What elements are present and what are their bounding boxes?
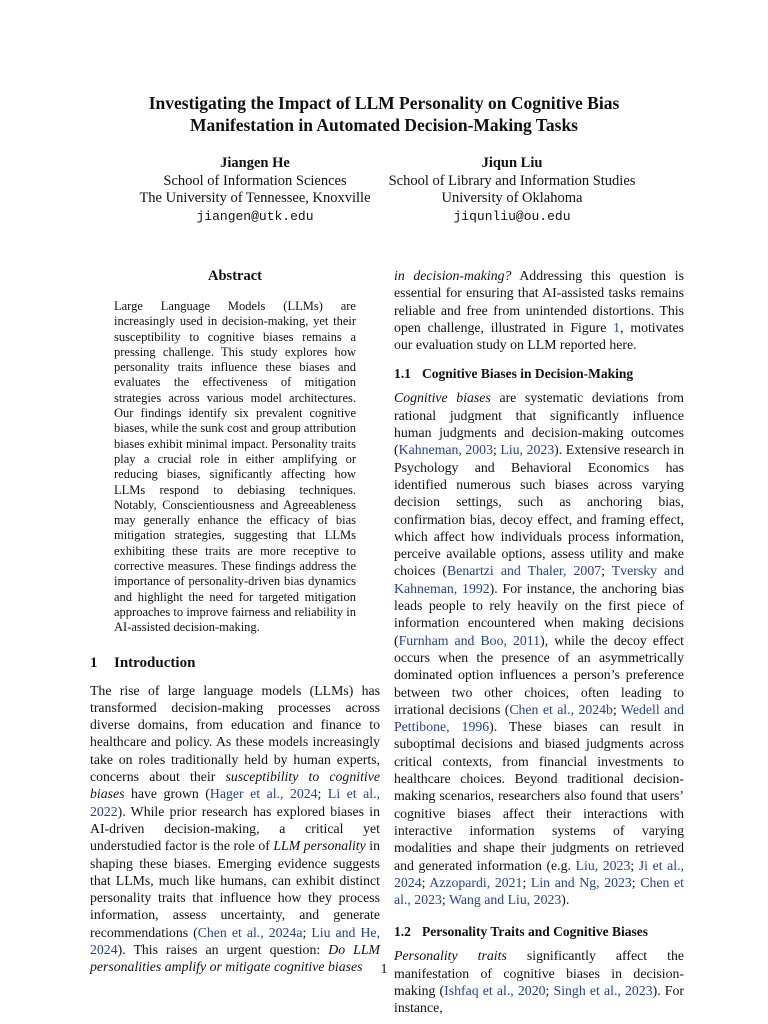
- text-run: ). For instance, the anchoring bias leads people to rely heavily on the first piece of information encountered when making decisions (: [394, 580, 684, 648]
- author-name: Jiqun Liu: [481, 155, 543, 171]
- author-email[interactable]: jiqunliu@ou.edu: [453, 208, 571, 224]
- section-1-1-paragraph: [394, 389, 684, 908]
- subsection-heading-1-1: [394, 365, 684, 382]
- text-run: ;: [522, 874, 531, 890]
- author-univ: University of Oklahoma: [441, 190, 583, 206]
- author-dept: School of Library and Information Studies: [388, 172, 636, 189]
- text-run: , motivates our evaluation study on LLM reported here.: [394, 319, 684, 353]
- citation-link[interactable]: Chen et al., 2024a: [197, 924, 303, 940]
- text-run: significantly affect the manifestation of cognitive biases in decision-making (: [394, 948, 684, 998]
- citation-link[interactable]: Chen et al., 2023: [394, 874, 684, 908]
- text-run: ). Extensive research in Psychology and Behavioral Economics has identified numerous such biases across varying decision settings, such as anchoring bias, confirmation bias, decoy effect, and framing effect, which affect how individuals process information, perceive available options, assess utility and make choices (: [394, 442, 684, 579]
- text-run: ), while the decoy effect occurs when the presence of an asymmetrically dominated option influences a person’s preference between two other choices, often leading to irrational decisions (: [394, 632, 685, 717]
- text-run: ). For instance,: [394, 982, 684, 1016]
- emphasis: Do LLM personalities amplify or mitigate cognitive biases: [90, 941, 380, 975]
- intro-paragraph-continued: [394, 267, 684, 353]
- text-run: Addressing this question is essential for ensuring that AI-assisted tasks remains reliable and free from unintended distortions. This open challenge, illustrated in Figure: [394, 268, 684, 335]
- text-run: ;: [631, 874, 641, 890]
- citation-link[interactable]: Liu, 2023: [500, 442, 555, 458]
- title-line-2: Manifestation in Automated Decision-Making Tasks: [190, 115, 578, 135]
- citation-link[interactable]: Lin and Ng, 2023: [530, 874, 632, 890]
- citation-link[interactable]: Wedell and Pettibone, 1996: [394, 701, 684, 735]
- text-run: ). While prior research has explored biases in AI-driven decision-making, a critical yet understudied factor is the role of: [90, 803, 380, 854]
- text-run: ;: [601, 563, 612, 579]
- text-run: The rise of large language models (LLMs) has transformed decision-making processes across diverse domains, from education and finance to healthcare and policy. As these models increasingly take on roles traditionally held by human experts, concerns about their: [90, 682, 380, 785]
- text-run: ;: [441, 892, 449, 908]
- text-run: ;: [492, 442, 501, 458]
- emphasis: susceptibility to cognitive biases: [90, 769, 380, 802]
- citation-link[interactable]: Li et al., 2022: [90, 786, 380, 819]
- emphasis: LLM personality: [273, 838, 366, 854]
- author-dept: School of Information Sciences: [163, 172, 347, 189]
- right-column: [394, 267, 684, 1017]
- author-block-1: [120, 155, 390, 225]
- citation-link[interactable]: Tversky and Kahneman, 1992: [394, 563, 684, 596]
- intro-paragraph: [90, 682, 380, 976]
- citation-link[interactable]: Ji et al., 2024: [394, 857, 684, 890]
- citation-link[interactable]: Wang and Liu, 2023: [448, 892, 562, 908]
- emphasis: Cognitive biases: [394, 390, 491, 406]
- emphasis: Personality traits: [394, 948, 507, 964]
- text-run: ;: [421, 874, 430, 890]
- text-run: ). These biases can result in suboptimal decisions and biased judgments across critical contexts, from financial investments to healthcare choices. Beyond traditional decision-making scenarios, researchers also found that users’ cognitive biases affect their interactions with interactive information systems of varying modalities and shape their judgments on retrieved and generated information (e.g.: [394, 719, 685, 873]
- citation-link[interactable]: Hager et al., 2024: [209, 786, 318, 802]
- citation-link[interactable]: Ishfaq et al., 2020: [444, 982, 546, 998]
- section-number: 1: [90, 654, 98, 671]
- citation-link[interactable]: Liu and He, 2024: [90, 924, 380, 957]
- section-title: Introduction: [114, 654, 196, 671]
- citation-link[interactable]: Liu, 2023: [575, 857, 631, 873]
- text-run: ;: [612, 701, 621, 717]
- text-run: are systematic deviations from rational judgment that significantly influence human judgments and decision-making outcomes (: [394, 390, 684, 458]
- paper-title: [90, 92, 678, 136]
- citation-link[interactable]: Furnham and Boo, 2011: [398, 632, 541, 648]
- text-run: ;: [545, 982, 554, 998]
- author-name: Jiangen He: [220, 155, 290, 171]
- author-block-2: [376, 155, 648, 225]
- text-run: ). This raises an urgent question:: [117, 941, 329, 957]
- text-run: ;: [302, 924, 312, 940]
- subsection-number: 1.2: [394, 924, 411, 940]
- section-1-2-paragraph: [394, 947, 684, 1016]
- citation-link[interactable]: Azzopardi, 2021: [429, 874, 523, 890]
- citation-link[interactable]: Kahneman, 2003: [398, 442, 493, 458]
- text-run: ;: [630, 857, 639, 873]
- subsection-title: Cognitive Biases in Decision-Making: [422, 366, 634, 382]
- text-run: in shaping these biases. Emerging evidence suggests that LLMs, much like humans, can exhibit distinct personality traits that influence how they process information, assess uncertainty, and generate recommendations (: [90, 838, 380, 940]
- citation-link[interactable]: Singh et al., 2023: [553, 982, 653, 998]
- citation-link[interactable]: Chen et al., 2024b: [509, 701, 613, 717]
- figure-link[interactable]: 1: [613, 319, 621, 335]
- subsection-title: Personality Traits and Cognitive Biases: [422, 924, 649, 940]
- section-heading-introduction: [90, 654, 380, 672]
- text-run: ).: [561, 892, 570, 908]
- citation-link[interactable]: Benartzi and Thaler, 2007: [447, 563, 602, 579]
- subsection-heading-1-2: [394, 923, 684, 940]
- title-line-1: Investigating the Impact of LLM Personality on Cognitive Bias: [148, 93, 620, 113]
- abstract-heading: Abstract: [208, 268, 262, 284]
- page-number: 1: [380, 962, 388, 977]
- author-univ: The University of Tennessee, Knoxville: [139, 190, 371, 206]
- subsection-number: 1.1: [394, 366, 411, 382]
- left-column: [90, 267, 380, 976]
- author-email[interactable]: jiangen@utk.edu: [196, 208, 314, 224]
- text-run: ;: [317, 786, 328, 802]
- text-run: have grown (: [124, 786, 210, 802]
- abstract-text: Large Language Models (LLMs) are increasingly used in decision-making, yet their susceptibility to cognitive biases remains a pressing challenge. This study explores how personality traits influence these biases and evaluates the effectiveness of mitigation strategies across various model architectures. Our findings identify six prevalent cognitive biases, while the sunk cost and group attribution biases exhibit minimal impact. Personality traits play a crucial role in either amplifying or reducing biases, significantly affecting how LLMs respond to debiasing techniques. Notably, Conscientiousness and Agreeableness may generally enhance the efficacy of bias mitigation strategies, suggesting that LLMs exhibiting these traits are more receptive to corrective measures. These findings address the importance of personality-driven bias dynamics and highlight the need for targeted mitigation approaches to improve fairness and reliability in AI-assisted decision-making.: [114, 299, 356, 635]
- emphasis: in decision-making?: [394, 268, 512, 283]
